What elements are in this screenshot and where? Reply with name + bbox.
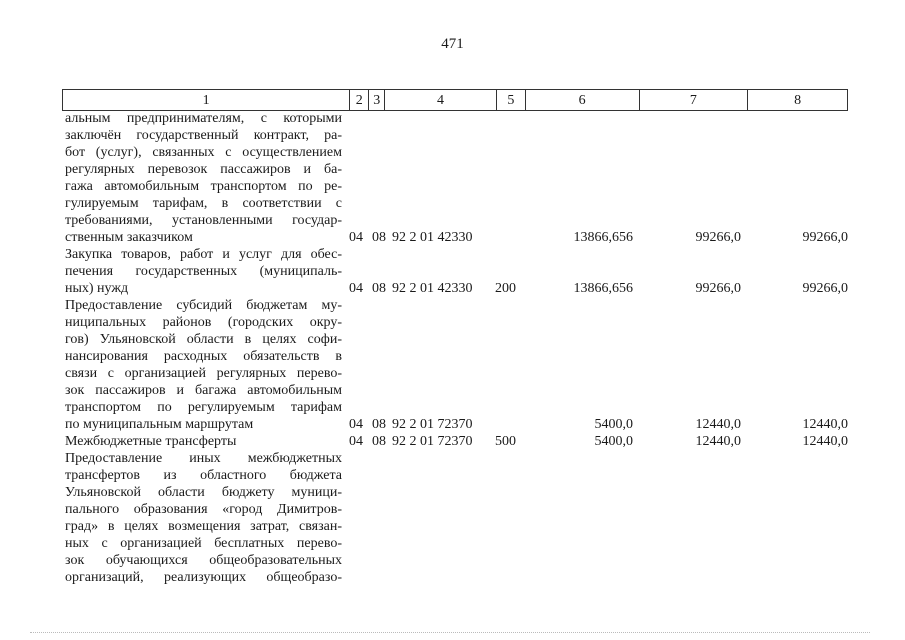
cell-col-4: 92 2 01 42330 xyxy=(392,230,473,245)
cell-col-8: 12440,0 xyxy=(802,434,848,449)
cell-col-7: 99266,0 xyxy=(695,230,741,245)
line-text: Предоставление иных межбюджетных xyxy=(65,451,342,466)
cell-col-6: 5400,0 xyxy=(594,434,633,449)
line-text: ниципальных районов (городских окру- xyxy=(65,315,342,330)
line-text: Ульяновской области бюджету муници- xyxy=(65,485,342,500)
header-col-3: 3 xyxy=(369,90,385,110)
line-text: регулярных перевозок пассажиров и ба- xyxy=(65,162,342,177)
table-line xyxy=(0,535,905,552)
table-line xyxy=(0,518,905,535)
header-col-8: 8 xyxy=(794,93,802,108)
table-line xyxy=(0,212,905,229)
line-text: трансфертов из областного бюджета xyxy=(65,468,342,483)
cell-col-4: 92 2 01 72370 xyxy=(392,434,473,449)
cell-col-2: 04 xyxy=(349,281,363,296)
table-line xyxy=(0,450,905,467)
table-line xyxy=(0,552,905,569)
table-body xyxy=(0,110,905,586)
cell-col-4: 92 2 01 72370 xyxy=(392,417,473,432)
cell-col-6: 13866,656 xyxy=(573,230,633,245)
line-text: бот (услуг), связанных с осуществлением xyxy=(65,145,342,160)
table-line xyxy=(0,161,905,178)
table-line xyxy=(0,484,905,501)
table-line xyxy=(0,127,905,144)
header-col-5: 5 xyxy=(497,90,526,110)
line-text: гажа автомобильным транспортом по ре- xyxy=(65,179,342,194)
cell-col-3: 08 xyxy=(372,281,386,296)
cell-col-7: 12440,0 xyxy=(695,434,741,449)
line-text: Предоставление субсидий бюджетам му- xyxy=(65,298,342,313)
line-text: зок обучающихся общеобразовательных xyxy=(65,553,342,568)
line-text: зок пассажиров и багажа автомобильным xyxy=(65,383,342,398)
line-text: альным предпринимателям, с которыми xyxy=(65,111,342,126)
line-text: пального образования «город Димитров- xyxy=(65,502,342,517)
table-line xyxy=(0,314,905,331)
line-text: ственным заказчиком xyxy=(65,230,193,245)
line-text: печения государственных (муниципаль- xyxy=(65,264,342,279)
header-col-4: 4 xyxy=(385,90,497,110)
table-line xyxy=(0,569,905,586)
cell-col-2: 04 xyxy=(349,417,363,432)
line-text: гов) Ульяновской области в целях софи- xyxy=(65,332,342,347)
cell-col-7: 12440,0 xyxy=(695,417,741,432)
line-text: град» в целях возмещения затрат, связан- xyxy=(65,519,342,534)
cell-col-2: 04 xyxy=(349,230,363,245)
cell-col-8: 99266,0 xyxy=(802,281,848,296)
cell-col-8: 99266,0 xyxy=(802,230,848,245)
table-line xyxy=(0,501,905,518)
cell-col-6: 5400,0 xyxy=(594,417,633,432)
cell-col-3: 08 xyxy=(372,434,386,449)
table-line xyxy=(0,229,905,246)
line-text: ных) нужд xyxy=(65,281,129,296)
table-line xyxy=(0,348,905,365)
page-number: 471 xyxy=(441,36,464,52)
line-text: заключён государственный контракт, ра- xyxy=(65,128,342,143)
table-header xyxy=(62,89,848,111)
table-line xyxy=(0,263,905,280)
table-line xyxy=(0,433,905,450)
table-line xyxy=(0,195,905,212)
table-line xyxy=(0,365,905,382)
table-line xyxy=(0,399,905,416)
cell-col-6: 13866,656 xyxy=(573,281,633,296)
table-line xyxy=(0,178,905,195)
cell-col-5: 500 xyxy=(495,434,516,449)
cell-col-2: 04 xyxy=(349,434,363,449)
scan-artifact-line xyxy=(30,632,870,635)
cell-col-8: 12440,0 xyxy=(802,417,848,432)
table-line xyxy=(0,416,905,433)
table-line xyxy=(0,110,905,127)
header-col-1: 1 xyxy=(63,90,350,110)
table-line xyxy=(0,331,905,348)
line-text: гулируемым тарифам, в соответствии с xyxy=(65,196,342,211)
table-line xyxy=(0,382,905,399)
cell-col-4: 92 2 01 42330 xyxy=(392,281,473,296)
table-line xyxy=(0,280,905,297)
cell-col-3: 08 xyxy=(372,230,386,245)
line-text: организаций, реализующих общеобразо- xyxy=(65,570,342,585)
header-col-7: 7 xyxy=(640,90,749,110)
line-text: Межбюджетные трансферты xyxy=(65,434,237,449)
line-text: ных с организацией бесплатных перево- xyxy=(65,536,342,551)
cell-col-5: 200 xyxy=(495,281,516,296)
table-line xyxy=(0,144,905,161)
table-line xyxy=(0,297,905,314)
header-col-2: 2 xyxy=(350,90,369,110)
line-text: связи с организацией регулярных перево- xyxy=(65,366,342,381)
line-text: по муниципальным маршрутам xyxy=(65,417,254,432)
table-line xyxy=(0,246,905,263)
cell-col-7: 99266,0 xyxy=(695,281,741,296)
line-text: Закупка товаров, работ и услуг для обес- xyxy=(65,247,342,262)
table-line xyxy=(0,467,905,484)
line-text: нансирования расходных обязательств в xyxy=(65,349,342,364)
line-text: требованиями, установленными государ- xyxy=(65,213,342,228)
header-col-6: 6 xyxy=(526,90,640,110)
line-text: транспортом по регулируемым тарифам xyxy=(65,400,342,415)
cell-col-3: 08 xyxy=(372,417,386,432)
